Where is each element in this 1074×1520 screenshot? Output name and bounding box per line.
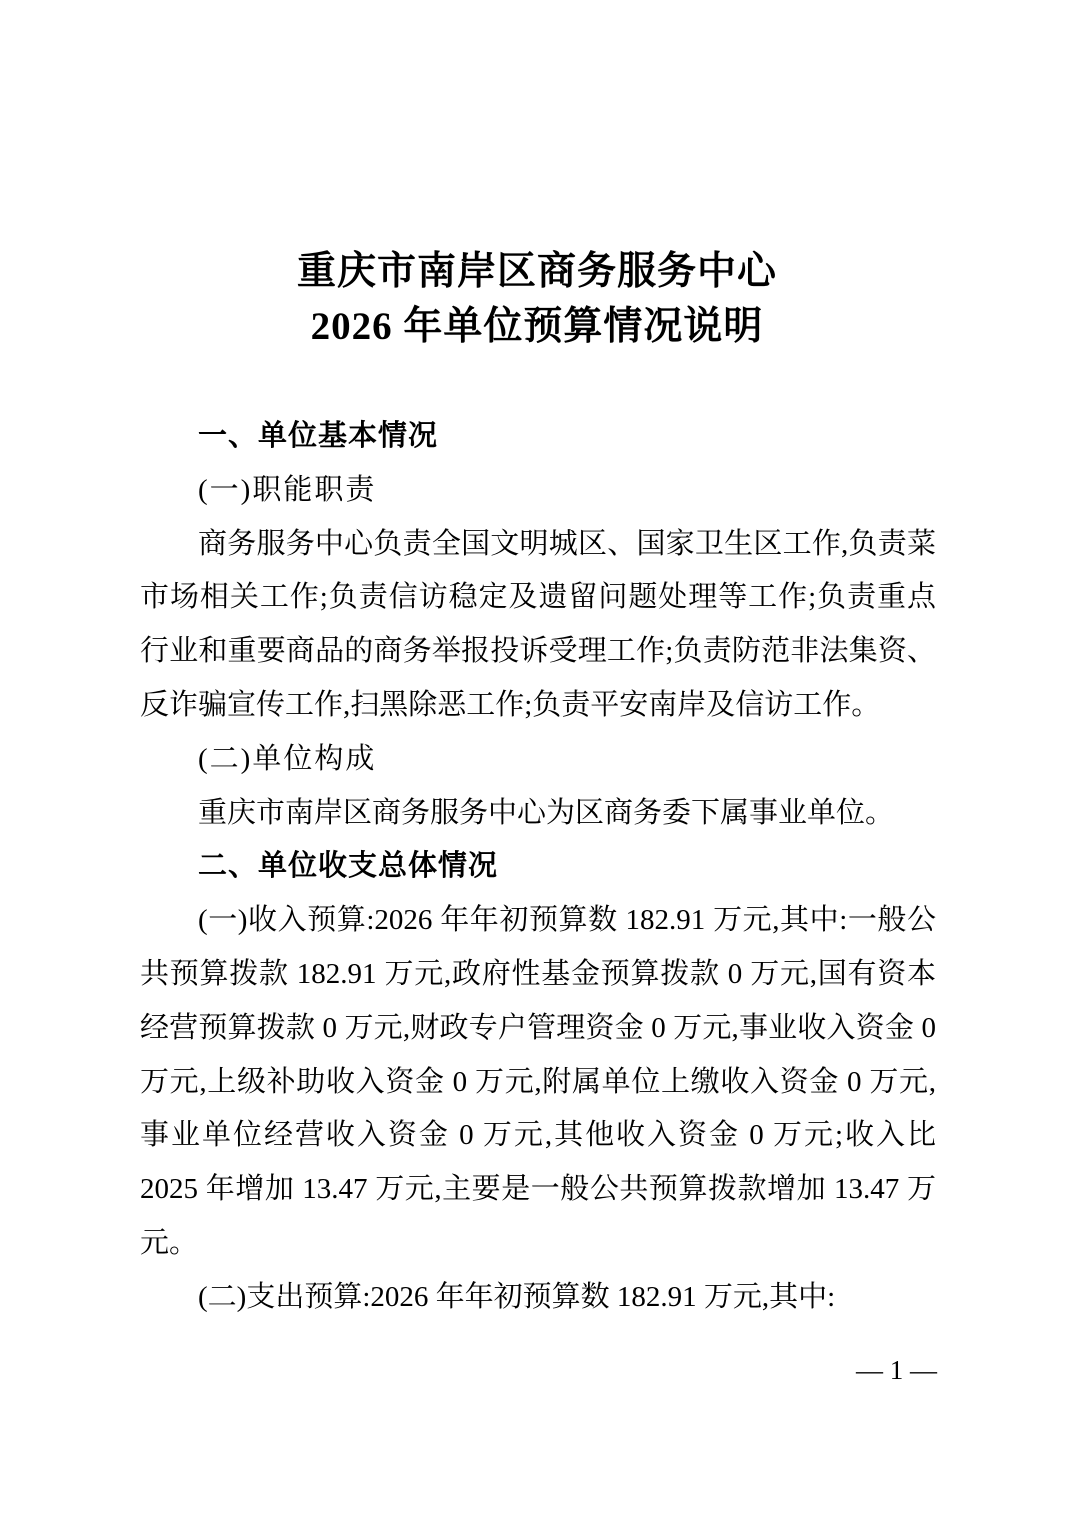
section-heading: 二、单位收支总体情况 [198,850,499,883]
sub-heading: (一)职能职责 [198,473,377,506]
body-paragraph: 重庆市南岸区商务服务中心为区商务委下属事业单位。 [198,796,895,829]
body-paragraph: (二)支出预算:2026 年年初预算数 182.91 万元,其中: [198,1280,836,1313]
section-heading: 一、单位基本情况 [198,420,439,452]
doc-title [0,244,1074,354]
page-number: — 1 — [856,1355,937,1385]
body-paragraph: (一)收入预算:2026 年年初预算数 182.91 万元,其中:一般公共预算拨款 182.91 万元,政府性基金预算拨款 0 万元,国有资本经营预算拨款 0 万元,财政专户管理资金 0 万元,事业收入资金 0 万元,上级补助收入资金 0 万元,附属单位上缴收入资金 0 万元,事业单位经营收入资金 0 万元,其他收入资金 0 万元;收入比 2025 年增加 13.47 万元,主要是一般公共预算拨款增加 13.47 万元。 [140,904,936,1259]
body-paragraph: 商务服务中心负责全国文明城区、国家卫生区工作,负责菜市场相关工作;负责信访稳定及遗留问题处理等工作;负责重点行业和重要商品的商务举报投诉受理工作;负责防范非法集资、反诈骗宣传工作,扫黑除恶工作;负责平安南岸及信访工作。 [140,527,936,721]
sub-heading: (二)单位构成 [198,742,377,775]
doc-body [140,410,936,1325]
doc-title-line2: 2026 年单位预算情况说明 [310,305,764,348]
doc-title-line1: 重庆市南岸区商务服务中心 [296,250,777,293]
